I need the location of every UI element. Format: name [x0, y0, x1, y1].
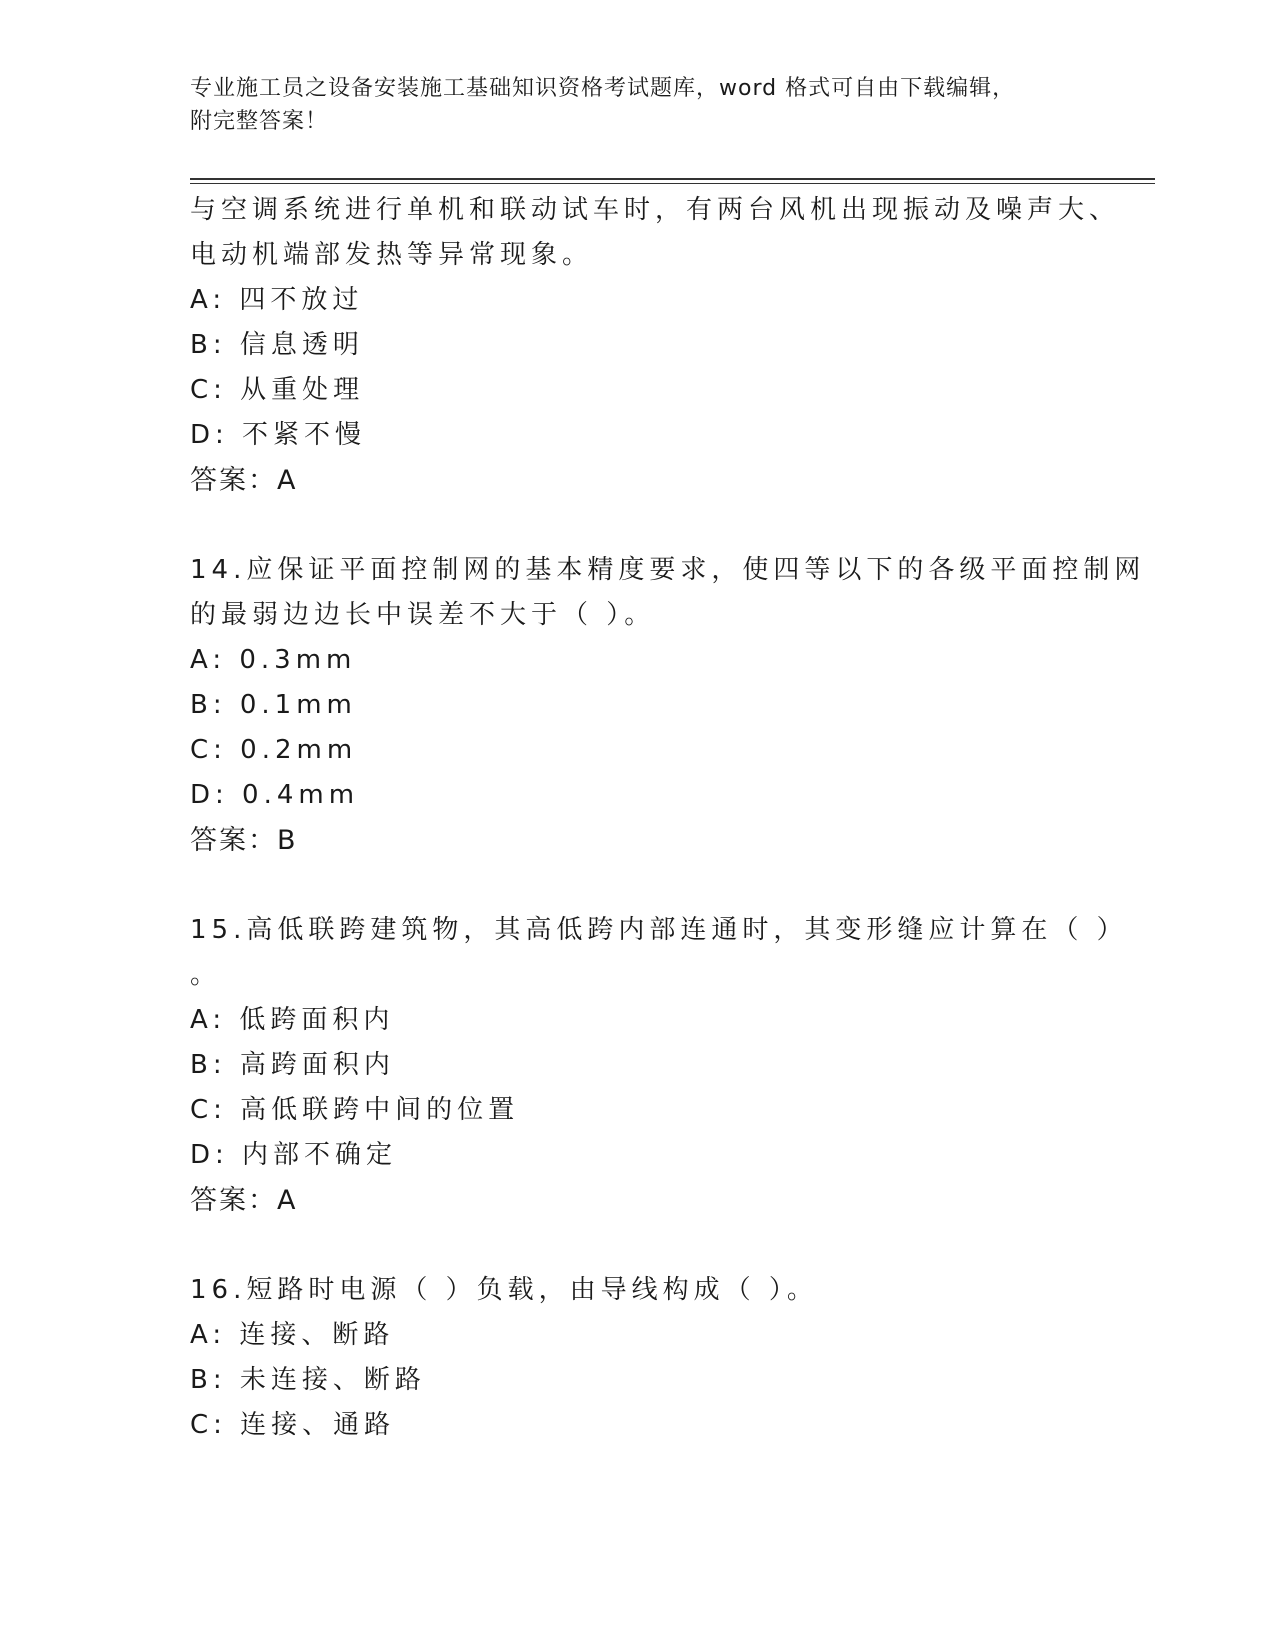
question-16: [190, 1268, 1090, 1448]
option-b: B: 信息透明: [190, 330, 364, 360]
header-divider-thin: [190, 183, 1155, 184]
option-a: A: 0.3mm: [190, 645, 357, 675]
header-line-2: 附完整答案！: [190, 109, 329, 134]
option-c: C: 连接、通路: [190, 1410, 396, 1440]
question-stem-line: 。: [190, 960, 222, 990]
question-stem-line: 14.应保证平面控制网的基本精度要求，使四等以下的各级平面控制网: [190, 555, 1146, 585]
question-stem-line: 16.短路时电源（ ）负载，由导线构成（ ）。: [190, 1275, 818, 1305]
question-spacer: [190, 1223, 1090, 1268]
header-divider-thick: [190, 178, 1155, 180]
answer-label: 答案：A: [190, 1185, 298, 1216]
option-d: D: 不紧不慢: [190, 420, 367, 450]
question-list: [190, 188, 1146, 1448]
question-15: [190, 908, 1128, 1223]
document-header: [190, 72, 1080, 138]
option-b: B: 高跨面积内: [190, 1050, 395, 1080]
question-14: [190, 548, 1146, 863]
header-line-1: 专业施工员之设备安装施工基础知识资格考试题库，word 格式可自由下载编辑，: [190, 76, 1016, 101]
option-d: D: 0.4mm: [190, 780, 360, 810]
option-a: A: 连接、断路: [190, 1320, 395, 1350]
question-stem-line: 15.高低联跨建筑物，其高低跨内部连通时，其变形缝应计算在（ ）: [190, 915, 1128, 945]
option-a: A: 四不放过: [190, 285, 364, 315]
question-spacer: [190, 863, 1090, 908]
option-b: B: 0.1mm: [190, 690, 357, 720]
question-stem-line: 的最弱边边长中误差不大于（ ）。: [190, 600, 656, 630]
question-spacer: [190, 503, 1090, 548]
option-d: D: 内部不确定: [190, 1140, 398, 1170]
question-stem-line: 与空调系统进行单机和联动试车时，有两台风机出现振动及噪声大、: [190, 195, 1121, 225]
option-c: C: 高低联跨中间的位置: [190, 1095, 520, 1125]
option-c: C: 从重处理: [190, 375, 365, 405]
answer-label: 答案：B: [190, 825, 298, 856]
answer-label: 答案：A: [190, 465, 298, 496]
option-c: C: 0.2mm: [190, 735, 358, 765]
option-a: A: 低跨面积内: [190, 1005, 395, 1035]
option-b: B: 未连接、断路: [190, 1365, 426, 1395]
question-13: [190, 188, 1121, 503]
question-stem-line: 电动机端部发热等异常现象。: [190, 240, 594, 270]
